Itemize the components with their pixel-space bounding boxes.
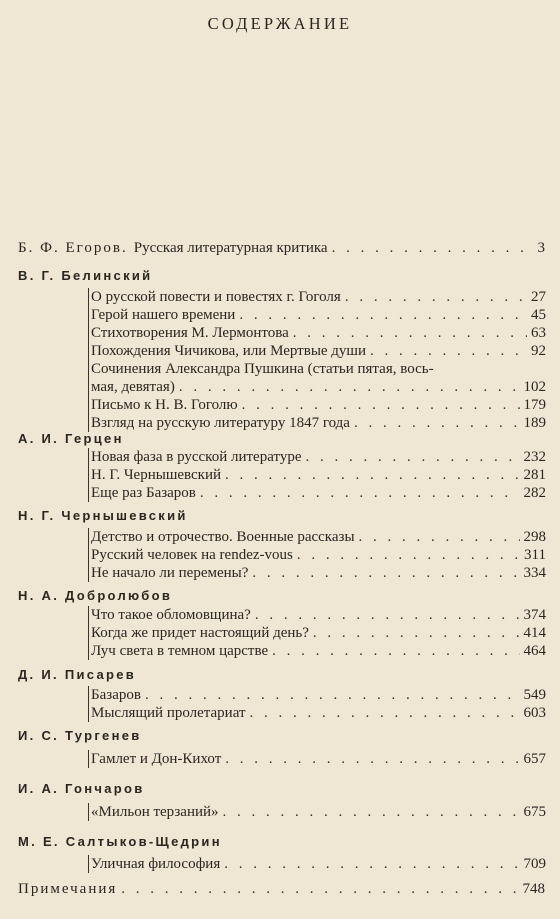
entry-title: Что такое обломовщина? [91, 607, 251, 623]
entry-page: 657 [523, 751, 546, 767]
section-author: И. А. Гончаров [18, 781, 145, 796]
notes-title: Примечания [18, 881, 118, 897]
entry-title-continuation: мая, девятая) [91, 379, 175, 395]
entry-page: 675 [523, 804, 546, 820]
dot-leader [179, 378, 520, 396]
dot-leader [225, 466, 519, 484]
entry-title: Мыслящий пролетариат [91, 705, 246, 721]
entry-title: Стихотворения М. Лермонтова [91, 325, 289, 341]
toc-entry [89, 288, 546, 306]
entry-title: Не начало ли перемены? [91, 565, 249, 581]
section-entries [88, 528, 546, 582]
section-author: А. И. Герцен [18, 431, 124, 446]
entry-page: 63 [531, 325, 546, 341]
dot-leader [225, 750, 519, 768]
entry-page: 281 [523, 467, 546, 483]
toc-entry [89, 564, 546, 582]
entry-title: Детство и отрочество. Военные рассказы [91, 529, 355, 545]
dot-leader [370, 342, 527, 360]
toc-entry [89, 342, 546, 360]
entry-page: 232 [523, 449, 546, 465]
toc-entry [89, 528, 546, 546]
section-author: М. Е. Салтыков-Щедрин [18, 834, 222, 849]
entry-page: 603 [523, 705, 546, 721]
entry-page: 374 [523, 607, 546, 623]
toc-entry [89, 624, 546, 642]
section-author: И. С. Тургенев [18, 728, 142, 743]
entry-page: 334 [523, 565, 546, 581]
toc-entry [89, 396, 546, 414]
intro-page: 3 [537, 240, 545, 256]
entry-page: 179 [523, 397, 546, 413]
dot-leader [223, 803, 520, 821]
entry-title: Базаров [91, 687, 141, 703]
dot-leader [242, 396, 520, 414]
entry-title: Уличная философия [91, 856, 221, 872]
section-entries [88, 448, 546, 502]
dot-leader [306, 448, 520, 466]
section-entries [88, 803, 546, 821]
toc-entry [89, 414, 546, 432]
intro-title: Русская литературная критика [133, 240, 328, 256]
dot-leader [354, 414, 520, 432]
toc-entry [89, 642, 546, 660]
entry-page: 102 [523, 379, 546, 395]
entry-title: «Мильон терзаний» [91, 804, 219, 820]
intro-entry [18, 239, 545, 257]
section-author: Н. А. Добролюбов [18, 588, 173, 603]
entry-title: Н. Г. Чернышевский [91, 467, 222, 483]
entry-page: 549 [523, 687, 546, 703]
section-author: Д. И. Писарев [18, 667, 137, 682]
toc-entry [89, 803, 546, 821]
toc-entry [89, 686, 546, 704]
dot-leader [224, 855, 519, 873]
entry-page: 311 [524, 547, 546, 563]
entry-title-line: Сочинения Александра Пушкина (статьи пятая, вось- [91, 361, 434, 377]
dot-leader [239, 306, 527, 324]
entry-page: 27 [531, 289, 546, 305]
section-author: Н. Г. Чернышевский [18, 508, 188, 523]
section-entries [88, 288, 546, 432]
toc-entry [89, 306, 546, 324]
entry-page: 92 [531, 343, 546, 359]
intro-author: Б. Ф. Егоров. [18, 240, 128, 256]
toc-entry [89, 466, 546, 484]
toc-entry [89, 546, 546, 564]
dot-leader [145, 686, 520, 704]
page-title: СОДЕРЖАНИЕ [207, 14, 353, 33]
entry-title: Герой нашего времени [91, 307, 236, 323]
dot-leader [121, 880, 518, 898]
dot-leader [272, 642, 519, 660]
toc-entry [89, 750, 546, 768]
notes-page: 748 [522, 881, 545, 897]
toc-entry [89, 448, 546, 466]
entry-title: Русский человек на rendez-vous [91, 547, 293, 563]
entry-page: 282 [523, 485, 546, 501]
toc-entry [89, 606, 546, 624]
dot-leader [252, 564, 519, 582]
entry-title: Гамлет и Дон-Кихот [91, 751, 222, 767]
entry-title: Еще раз Базаров [91, 485, 196, 501]
section-entries [88, 606, 546, 660]
notes-entry [18, 880, 545, 898]
dot-leader [250, 704, 520, 722]
toc-entry [89, 855, 546, 873]
entry-page: 464 [523, 643, 546, 659]
dot-leader [313, 624, 520, 642]
dot-leader [345, 288, 527, 306]
toc-entry [89, 324, 546, 342]
entry-title: Похождения Чичикова, или Мертвые души [91, 343, 367, 359]
toc-entry [89, 484, 546, 502]
dot-leader [359, 528, 520, 546]
dot-leader [297, 546, 520, 564]
dot-leader [200, 484, 520, 502]
dot-leader [255, 606, 520, 624]
entry-title: Луч света в темном царстве [91, 643, 269, 659]
entry-title: О русской повести и повестях г. Гоголя [91, 289, 341, 305]
entry-title: Когда же придет настоящий день? [91, 625, 309, 641]
entry-page: 189 [523, 415, 546, 431]
toc-entry [89, 378, 546, 396]
dot-leader [293, 324, 527, 342]
entry-title: Взгляд на русскую литературу 1847 года [91, 415, 350, 431]
dot-leader [332, 239, 534, 257]
entry-page: 298 [523, 529, 546, 545]
section-entries [88, 686, 546, 722]
entry-page: 709 [523, 856, 546, 872]
entry-title: Письмо к Н. В. Гоголю [91, 397, 238, 413]
section-entries [88, 855, 546, 873]
toc-entry [89, 704, 546, 722]
entry-page: 45 [531, 307, 546, 323]
entry-page: 414 [523, 625, 546, 641]
section-author: В. Г. Белинский [18, 268, 153, 283]
entry-title: Новая фаза в русской литературе [91, 449, 302, 465]
section-entries [88, 750, 546, 768]
